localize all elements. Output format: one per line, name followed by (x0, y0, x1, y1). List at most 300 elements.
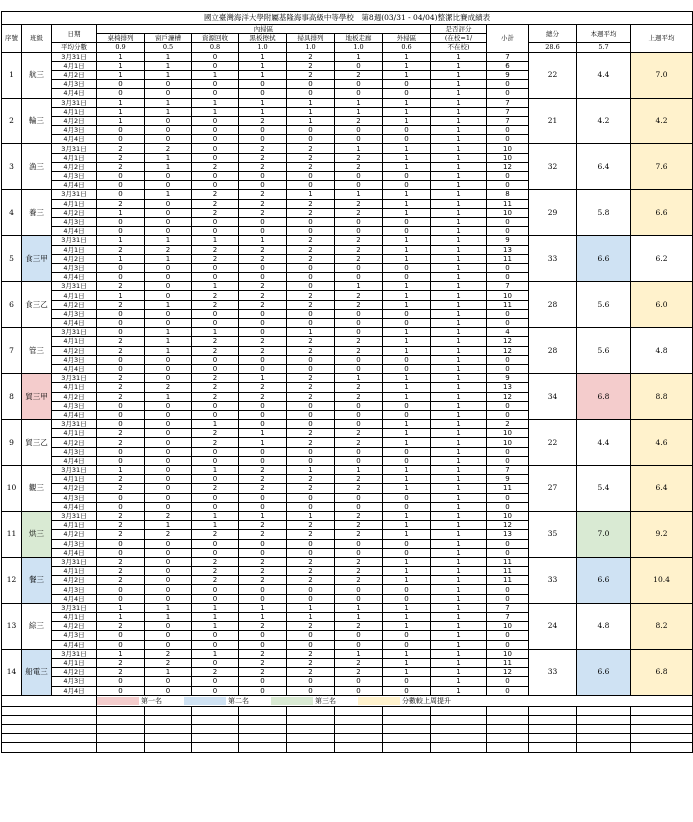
score-cell: 0 (287, 355, 335, 364)
score-cell: 0 (97, 539, 145, 548)
score-cell: 0 (335, 493, 383, 502)
score-cell: 2 (287, 245, 335, 254)
score-cell: 2 (192, 383, 239, 392)
score-cell: 2 (287, 649, 335, 658)
score-cell: 0 (145, 135, 192, 144)
score-cell: 1 (383, 429, 431, 438)
score-cell: 2 (145, 383, 192, 392)
eval-cell: 1 (431, 162, 487, 171)
eval-cell: 1 (431, 613, 487, 622)
score-cell: 1 (335, 613, 383, 622)
header-class: 班級 (22, 25, 52, 53)
score-cell: 1 (383, 392, 431, 401)
score-cell: 2 (287, 383, 335, 392)
score-cell: 1 (383, 199, 431, 208)
class-last-avg: 7.6 (631, 144, 693, 190)
score-cell: 2 (97, 374, 145, 383)
score-cell: 0 (145, 420, 192, 429)
table-row (2, 374, 693, 383)
score-cell: 0 (335, 172, 383, 181)
class-number: 14 (2, 649, 22, 695)
score-cell: 2 (97, 576, 145, 585)
score-cell: 1 (192, 420, 239, 429)
score-cell: 0 (383, 89, 431, 98)
score-cell: 2 (335, 475, 383, 484)
score-cell: 0 (335, 135, 383, 144)
score-cell: 2 (239, 383, 287, 392)
date-cell: 4月2日 (52, 162, 97, 171)
footer-empty-cell (2, 734, 97, 743)
score-cell: 1 (383, 208, 431, 217)
score-cell: 0 (145, 484, 192, 493)
date-cell: 4月1日 (52, 107, 97, 116)
eval-cell: 1 (431, 686, 487, 695)
eval-cell: 1 (431, 190, 487, 199)
score-cell: 1 (192, 622, 239, 631)
score-cell: 0 (383, 263, 431, 272)
score-cell: 2 (239, 484, 287, 493)
date-cell: 4月1日 (52, 245, 97, 254)
class-name: 輪三 (22, 98, 52, 144)
date-cell: 4月2日 (52, 116, 97, 125)
score-cell: 0 (145, 466, 192, 475)
header-avg-label: 平均分數 (52, 43, 97, 52)
footer-empty-cell (97, 706, 145, 715)
score-cell: 1 (335, 52, 383, 61)
score-cell: 0 (335, 548, 383, 557)
score-cell: 2 (287, 521, 335, 530)
legend-swatch (184, 697, 226, 705)
score-cell: 1 (97, 236, 145, 245)
eval-cell: 1 (431, 668, 487, 677)
score-cell: 2 (287, 530, 335, 539)
date-cell: 4月2日 (52, 622, 97, 631)
footer-empty-row (2, 734, 693, 743)
class-total: 33 (529, 649, 577, 695)
score-cell: 0 (97, 677, 145, 686)
score-cell: 0 (192, 153, 239, 162)
subtotal-cell: 2 (487, 420, 529, 429)
score-cell: 2 (239, 521, 287, 530)
score-cell: 0 (383, 631, 431, 640)
score-cell: 1 (192, 521, 239, 530)
legend-label: 第一名 (141, 696, 162, 705)
subtotal-cell: 7 (487, 107, 529, 116)
score-cell: 2 (239, 392, 287, 401)
date-cell: 4月2日 (52, 254, 97, 263)
score-cell: 0 (192, 319, 239, 328)
score-cell: 2 (335, 208, 383, 217)
footer-empty-cell (431, 706, 487, 715)
subtotal-cell: 11 (487, 576, 529, 585)
score-cell: 1 (97, 603, 145, 612)
date-cell: 4月3日 (52, 677, 97, 686)
score-cell: 0 (287, 319, 335, 328)
header-last-avg: 上週平均 (631, 25, 693, 53)
score-cell: 0 (335, 355, 383, 364)
eval-cell: 1 (431, 511, 487, 520)
score-cell: 1 (97, 208, 145, 217)
score-cell: 1 (145, 52, 192, 61)
score-cell: 1 (383, 70, 431, 79)
eval-cell: 1 (431, 126, 487, 135)
score-cell: 2 (335, 300, 383, 309)
score-cell: 0 (192, 364, 239, 373)
score-cell: 1 (97, 291, 145, 300)
date-cell: 4月1日 (52, 567, 97, 576)
date-cell: 4月3日 (52, 80, 97, 89)
subtotal-cell: 0 (487, 355, 529, 364)
score-cell: 2 (192, 245, 239, 254)
score-cell: 0 (287, 631, 335, 640)
subtotal-cell: 0 (487, 126, 529, 135)
eval-cell: 1 (431, 438, 487, 447)
score-cell: 1 (192, 511, 239, 520)
class-name: 船電三 (22, 649, 52, 695)
score-cell: 0 (239, 80, 287, 89)
score-cell: 0 (97, 273, 145, 282)
eval-cell: 1 (431, 622, 487, 631)
eval-cell: 1 (431, 355, 487, 364)
header-eval-1: 是否評分 (431, 25, 487, 34)
subtotal-cell: 10 (487, 144, 529, 153)
footer-empty-cell (97, 725, 145, 734)
score-cell: 0 (287, 364, 335, 373)
footer-empty-cell (383, 743, 431, 752)
score-cell: 0 (383, 309, 431, 318)
eval-cell: 1 (431, 80, 487, 89)
class-week-avg: 6.6 (577, 649, 631, 695)
score-cell: 0 (287, 126, 335, 135)
footer-empty-cell (431, 715, 487, 724)
header-col-desk: 桌椅排列 (97, 34, 145, 43)
eval-cell: 1 (431, 401, 487, 410)
subtotal-cell: 11 (487, 300, 529, 309)
date-cell: 3月31日 (52, 511, 97, 520)
class-name: 航三 (22, 52, 52, 98)
score-cell: 2 (192, 429, 239, 438)
class-name: 食三乙 (22, 282, 52, 328)
score-cell: 2 (192, 576, 239, 585)
score-cell: 0 (239, 355, 287, 364)
eval-cell: 1 (431, 557, 487, 566)
class-last-avg: 10.4 (631, 557, 693, 603)
score-cell: 0 (239, 594, 287, 603)
score-cell: 0 (192, 172, 239, 181)
score-cell: 1 (383, 61, 431, 70)
score-cell: 1 (145, 107, 192, 116)
score-cell: 2 (239, 346, 287, 355)
subtotal-cell: 8 (487, 190, 529, 199)
score-cell: 0 (145, 456, 192, 465)
class-total: 32 (529, 144, 577, 190)
score-cell: 0 (335, 410, 383, 419)
score-cell: 0 (239, 548, 287, 557)
score-cell: 0 (287, 548, 335, 557)
eval-cell: 1 (431, 364, 487, 373)
score-cell: 0 (192, 677, 239, 686)
score-cell: 1 (145, 392, 192, 401)
footer-empty-cell (631, 706, 693, 715)
table-row (2, 466, 693, 475)
footer-empty-cell (487, 725, 529, 734)
score-cell: 2 (97, 668, 145, 677)
score-cell: 0 (383, 585, 431, 594)
class-last-avg: 4.8 (631, 328, 693, 374)
score-cell: 1 (192, 613, 239, 622)
date-cell: 4月3日 (52, 631, 97, 640)
subtotal-cell: 11 (487, 567, 529, 576)
footer-empty-cell (335, 734, 383, 743)
score-cell: 0 (335, 80, 383, 89)
score-cell: 0 (239, 493, 287, 502)
score-cell: 2 (192, 668, 239, 677)
score-cell: 2 (192, 346, 239, 355)
subtotal-cell: 0 (487, 364, 529, 373)
score-cell: 0 (97, 502, 145, 511)
class-total: 29 (529, 190, 577, 236)
score-cell: 1 (335, 144, 383, 153)
score-cell: 2 (287, 346, 335, 355)
score-cell: 1 (383, 291, 431, 300)
table-row (2, 511, 693, 520)
score-cell: 2 (97, 475, 145, 484)
eval-cell: 1 (431, 585, 487, 594)
eval-cell: 1 (431, 199, 487, 208)
score-cell: 0 (383, 686, 431, 695)
score-cell: 0 (97, 548, 145, 557)
score-cell: 1 (239, 603, 287, 612)
score-cell: 0 (97, 631, 145, 640)
score-cell: 0 (192, 217, 239, 226)
score-cell: 2 (335, 392, 383, 401)
score-cell: 0 (287, 410, 335, 419)
date-cell: 3月31日 (52, 649, 97, 658)
subtotal-cell: 0 (487, 410, 529, 419)
score-cell: 0 (383, 364, 431, 373)
score-cell: 0 (145, 181, 192, 190)
score-cell: 0 (287, 456, 335, 465)
score-cell: 0 (145, 631, 192, 640)
score-cell: 0 (287, 401, 335, 410)
date-cell: 4月3日 (52, 172, 97, 181)
table-row (2, 236, 693, 245)
score-cell: 0 (145, 585, 192, 594)
score-cell: 0 (145, 576, 192, 585)
eval-cell: 1 (431, 52, 487, 61)
score-cell: 0 (145, 208, 192, 217)
score-cell: 1 (97, 613, 145, 622)
date-cell: 4月3日 (52, 493, 97, 502)
score-cell: 0 (97, 493, 145, 502)
score-cell: 0 (97, 172, 145, 181)
score-cell: 2 (239, 245, 287, 254)
score-cell: 0 (145, 640, 192, 649)
score-cell: 0 (335, 686, 383, 695)
score-cell: 0 (97, 126, 145, 135)
eval-cell: 1 (431, 181, 487, 190)
score-cell: 1 (383, 658, 431, 667)
score-cell: 2 (287, 567, 335, 576)
date-cell: 3月31日 (52, 98, 97, 107)
footer-empty-cell (383, 725, 431, 734)
score-cell: 0 (287, 686, 335, 695)
score-cell: 0 (192, 640, 239, 649)
score-cell: 0 (383, 80, 431, 89)
score-cell: 2 (192, 337, 239, 346)
date-cell: 4月3日 (52, 263, 97, 272)
subtotal-cell: 6 (487, 61, 529, 70)
footer-empty-cell (239, 734, 287, 743)
score-cell: 0 (145, 401, 192, 410)
footer-empty-cell (383, 734, 431, 743)
class-last-avg: 7.0 (631, 52, 693, 98)
legend (97, 695, 693, 706)
score-cell: 2 (335, 346, 383, 355)
header-total: 總分 (529, 25, 577, 43)
date-cell: 4月4日 (52, 135, 97, 144)
table-row (2, 557, 693, 566)
subtotal-cell: 12 (487, 162, 529, 171)
score-cell: 1 (97, 116, 145, 125)
score-cell: 0 (239, 172, 287, 181)
subtotal-cell: 10 (487, 429, 529, 438)
score-cell: 0 (335, 502, 383, 511)
footer-empty-cell (577, 706, 631, 715)
score-cell: 0 (383, 273, 431, 282)
footer-empty-cell (97, 734, 145, 743)
score-cell: 2 (239, 162, 287, 171)
footer-empty-cell (529, 743, 577, 752)
class-total: 21 (529, 98, 577, 144)
class-week-avg: 5.4 (577, 466, 631, 512)
score-cell: 0 (145, 539, 192, 548)
score-cell: 1 (383, 438, 431, 447)
score-cell: 1 (383, 107, 431, 116)
score-cell: 0 (383, 594, 431, 603)
eval-cell: 1 (431, 548, 487, 557)
score-cell: 0 (335, 126, 383, 135)
score-cell: 1 (287, 613, 335, 622)
class-name: 烘三 (22, 511, 52, 557)
score-cell: 2 (335, 162, 383, 171)
score-cell: 0 (239, 401, 287, 410)
class-total: 28 (529, 282, 577, 328)
score-cell: 2 (335, 245, 383, 254)
sheet-title: 國立臺灣海洋大學附屬基隆海事高級中等學校 第8週(03/31 - 04/04)整潔比賽成績表 (2, 12, 693, 25)
score-cell: 0 (97, 594, 145, 603)
score-cell: 1 (145, 153, 192, 162)
subtotal-cell: 0 (487, 319, 529, 328)
score-cell: 0 (145, 319, 192, 328)
footer-empty-cell (239, 706, 287, 715)
class-last-avg: 8.8 (631, 374, 693, 420)
score-cell: 0 (145, 677, 192, 686)
date-cell: 4月4日 (52, 502, 97, 511)
score-cell: 2 (145, 511, 192, 520)
eval-cell: 1 (431, 475, 487, 484)
score-cell: 1 (192, 466, 239, 475)
header-inner-area: 內掃區 (97, 25, 431, 34)
score-cell: 0 (239, 502, 287, 511)
score-cell: 0 (97, 263, 145, 272)
subtotal-cell: 0 (487, 502, 529, 511)
score-cell: 0 (239, 309, 287, 318)
score-cell: 2 (335, 521, 383, 530)
score-cell: 0 (383, 548, 431, 557)
score-cell: 0 (145, 567, 192, 576)
score-cell: 2 (192, 300, 239, 309)
score-cell: 1 (335, 190, 383, 199)
eval-cell: 1 (431, 374, 487, 383)
footer-empty-cell (631, 715, 693, 724)
footer-empty-cell (97, 743, 145, 752)
score-cell: 0 (97, 80, 145, 89)
footer-empty-cell (631, 743, 693, 752)
score-cell: 2 (287, 429, 335, 438)
subtotal-cell: 9 (487, 374, 529, 383)
score-cell: 2 (239, 557, 287, 566)
subtotal-cell: 0 (487, 456, 529, 465)
score-cell: 2 (287, 144, 335, 153)
score-cell: 0 (335, 181, 383, 190)
score-cell: 1 (287, 190, 335, 199)
table-row (2, 144, 693, 153)
subtotal-cell: 0 (487, 447, 529, 456)
score-cell: 2 (287, 52, 335, 61)
score-cell: 1 (383, 98, 431, 107)
eval-cell: 1 (431, 236, 487, 245)
weight-desk: 0.9 (97, 43, 145, 52)
score-cell: 0 (97, 456, 145, 465)
class-total: 22 (529, 52, 577, 98)
score-cell: 1 (239, 236, 287, 245)
score-cell: 0 (287, 677, 335, 686)
score-cell: 1 (97, 107, 145, 116)
score-cell: 2 (239, 254, 287, 263)
score-cell: 0 (239, 126, 287, 135)
footer-empty-cell (145, 734, 192, 743)
class-name: 綜三 (22, 603, 52, 649)
subtotal-cell: 11 (487, 557, 529, 566)
score-cell: 0 (192, 80, 239, 89)
date-cell: 4月3日 (52, 447, 97, 456)
subtotal-cell: 0 (487, 135, 529, 144)
score-cell: 1 (97, 98, 145, 107)
eval-cell: 1 (431, 466, 487, 475)
score-cell: 1 (287, 466, 335, 475)
score-cell: 0 (192, 52, 239, 61)
score-cell: 1 (239, 70, 287, 79)
subtotal-cell: 7 (487, 116, 529, 125)
eval-cell: 1 (431, 144, 487, 153)
score-cell: 2 (335, 668, 383, 677)
eval-cell: 1 (431, 493, 487, 502)
score-cell: 0 (287, 309, 335, 318)
score-cell: 0 (192, 456, 239, 465)
score-cell: 1 (97, 649, 145, 658)
score-cell: 0 (287, 447, 335, 456)
date-cell: 4月4日 (52, 456, 97, 465)
score-cell: 0 (335, 227, 383, 236)
eval-cell: 1 (431, 677, 487, 686)
footer-empty-cell (2, 715, 97, 724)
score-cell: 0 (97, 364, 145, 373)
subtotal-cell: 0 (487, 539, 529, 548)
score-cell: 2 (97, 484, 145, 493)
class-week-avg: 4.8 (577, 603, 631, 649)
footer-empty-row (2, 715, 693, 724)
